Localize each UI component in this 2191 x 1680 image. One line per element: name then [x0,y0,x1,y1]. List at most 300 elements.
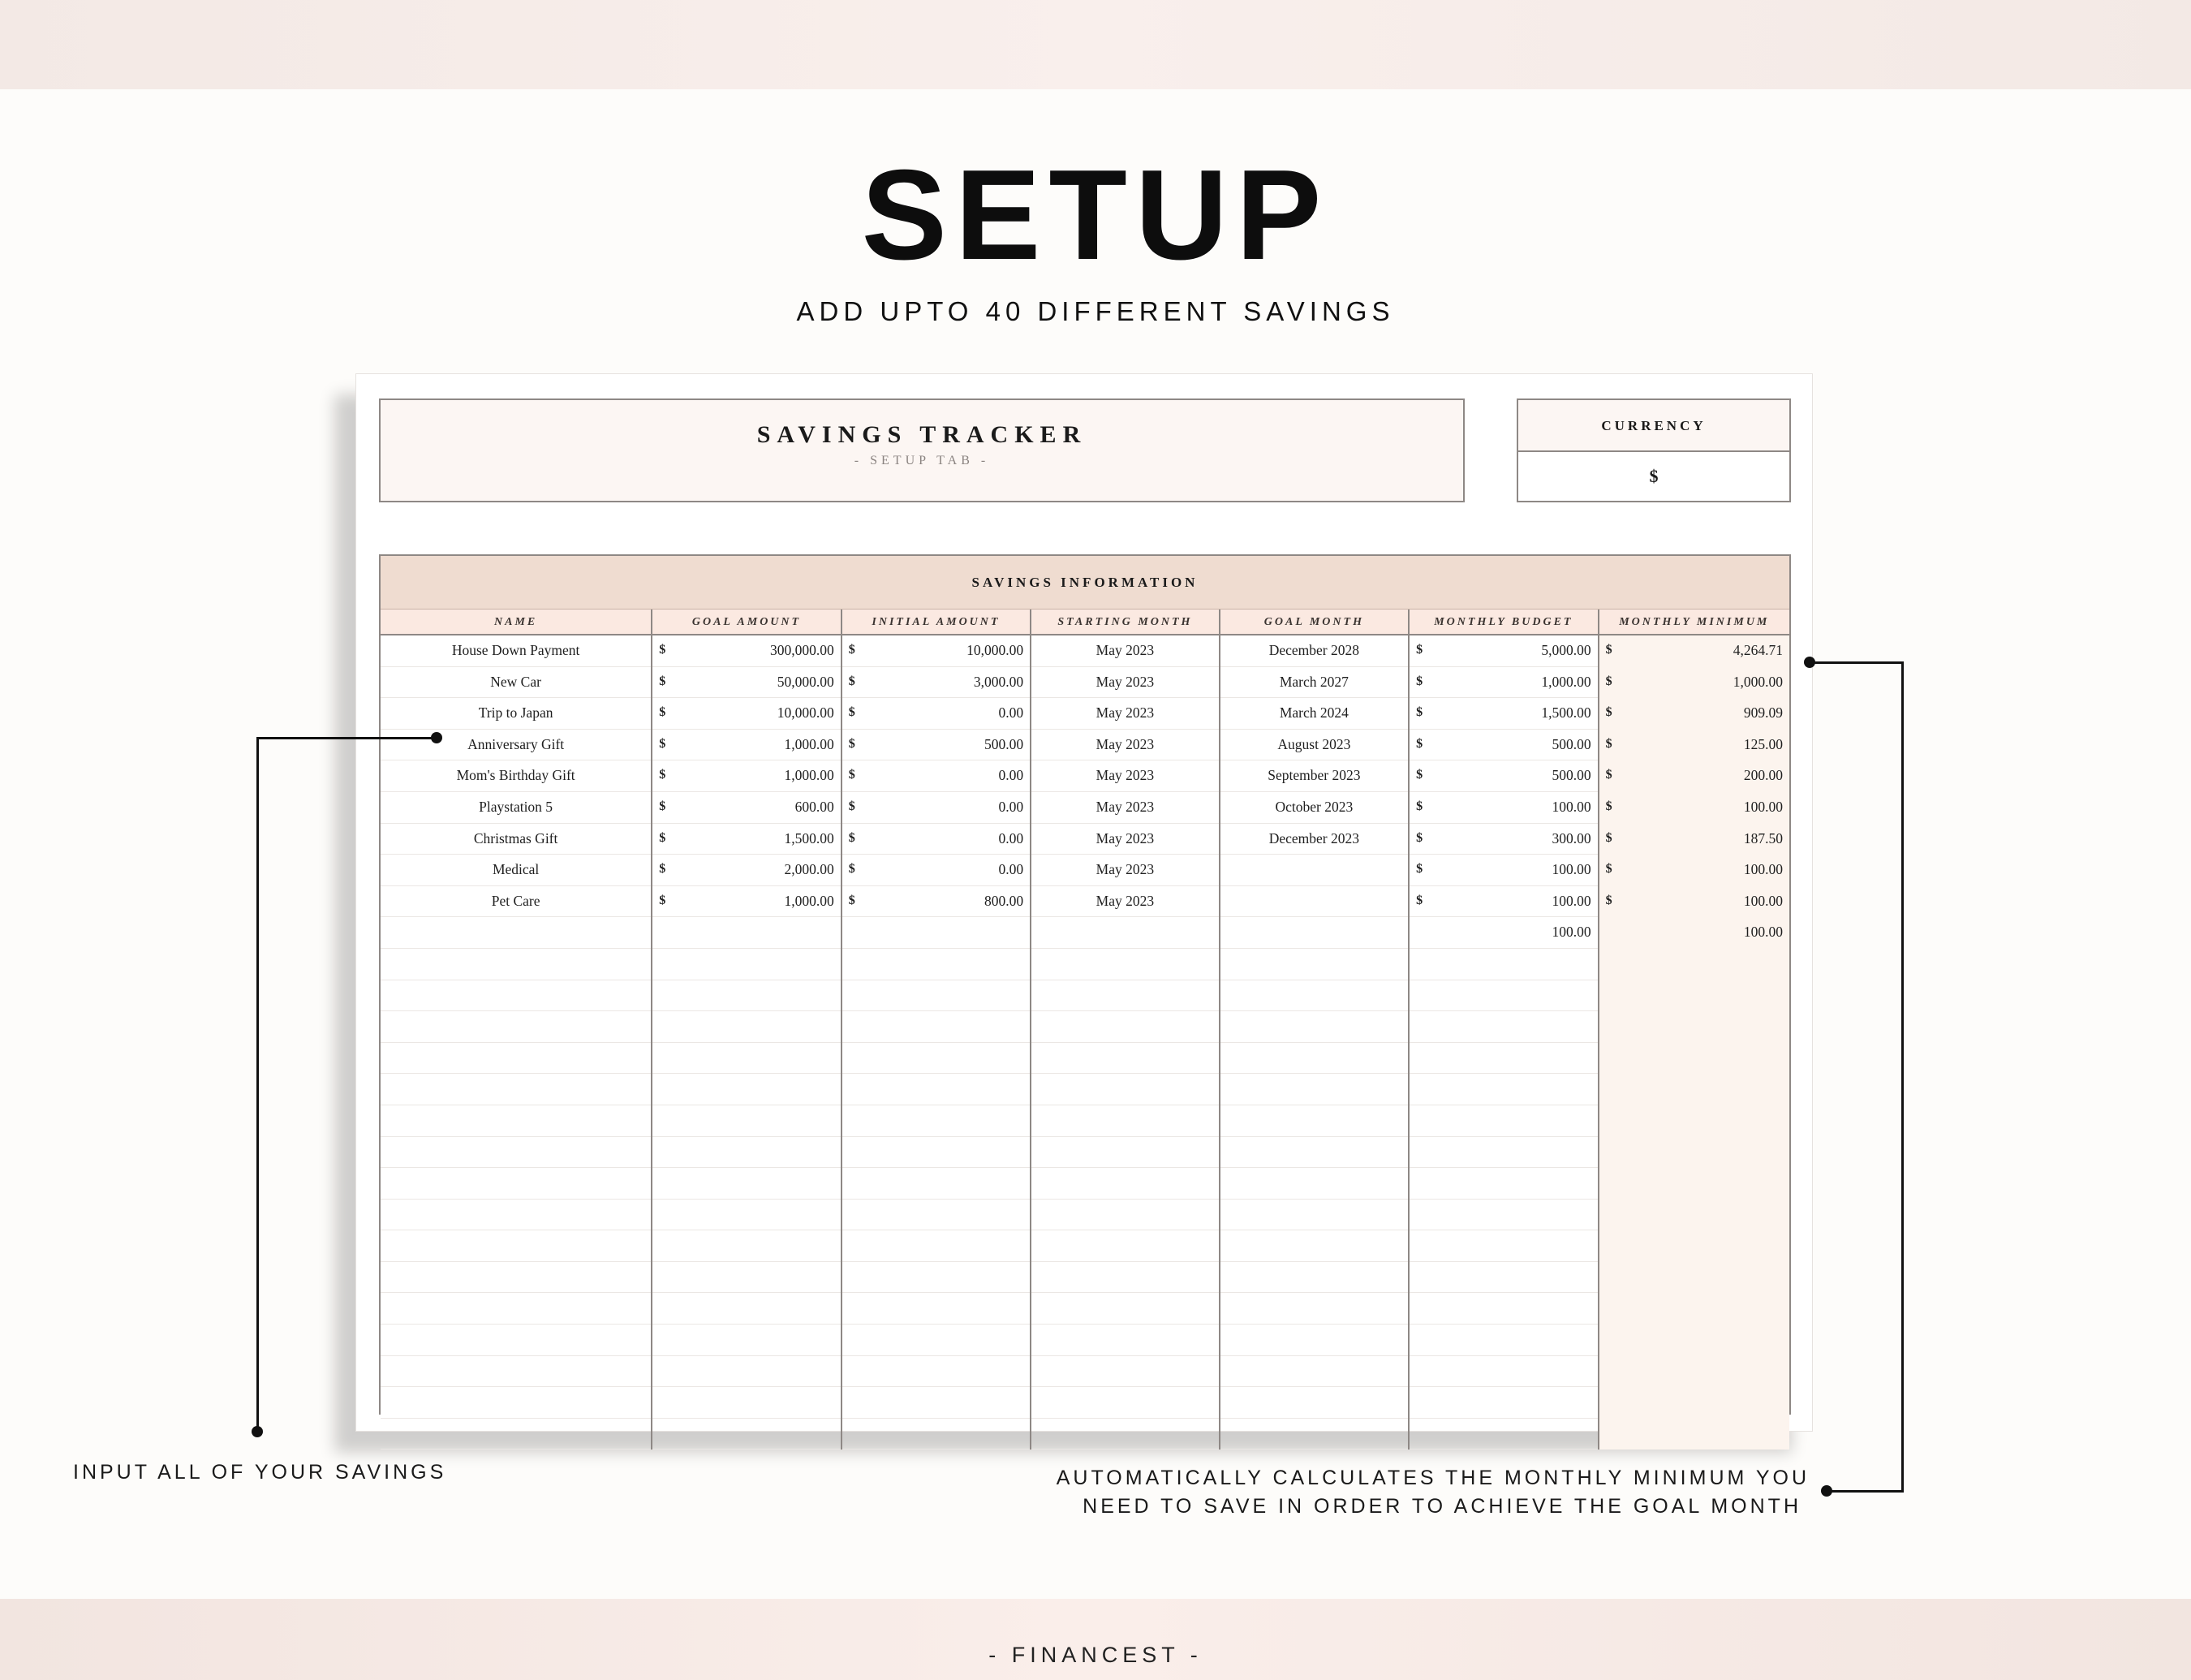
currency-symbol: $ [1605,799,1612,813]
amount-value: 100.00 [1552,798,1591,815]
goal-month-cell[interactable] [1220,1356,1410,1388]
goal-amount-cell[interactable] [652,1011,842,1043]
monthly-budget-cell[interactable] [1410,1200,1599,1231]
amount-value: 500.00 [1552,735,1591,752]
monthly-budget-cell[interactable] [1410,1356,1599,1388]
currency-symbol: $ [848,736,855,751]
goal-month-cell[interactable]: September 2023 [1220,760,1410,792]
monthly-budget-cell[interactable] [1410,730,1599,761]
goal-month-cell[interactable] [1220,886,1410,918]
goal-amount-cell[interactable] [652,1325,842,1356]
amount-value: 1,500.00 [784,829,834,846]
savings-name-cell[interactable]: Pet Care [381,886,652,918]
callout-line [1827,1490,1904,1493]
amount-value: 0.00 [998,861,1024,878]
amount-value: 2,000.00 [784,861,834,878]
table-row [381,1200,1789,1231]
initial-amount-cell[interactable] [842,1293,1031,1325]
currency-symbol: $ [1416,830,1423,845]
brand-footer: - FINANCEST - [988,1643,1203,1667]
currency-symbol: $ [848,830,855,845]
savings-name-cell[interactable]: Medical [381,855,652,886]
goal-amount-cell[interactable] [652,1137,842,1169]
monthly-budget-cell[interactable] [1410,1043,1599,1075]
goal-amount-cell[interactable] [652,698,842,730]
monthly-budget-cell[interactable] [1410,1105,1599,1137]
initial-amount-cell[interactable] [842,698,1031,730]
currency-symbol: $ [1605,893,1612,907]
starting-month-cell[interactable] [1031,1168,1220,1200]
amount-value: 909.09 [1743,704,1784,722]
initial-amount-cell[interactable] [842,1105,1031,1137]
currency-symbol: $ [848,893,855,907]
monthly-minimum-cell[interactable] [1599,949,1789,980]
starting-month-cell[interactable] [1031,1105,1220,1137]
goal-amount-cell[interactable] [652,1074,842,1105]
goal-amount-cell[interactable] [652,667,842,699]
savings-name-cell[interactable]: Trip to Japan [381,698,652,730]
amount-value: 100.00 [1743,924,1784,941]
currency-symbol: $ [848,862,855,877]
goal-amount-cell[interactable] [652,1043,842,1075]
callout-right-line1: AUTOMATICALLY CALCULATES THE MONTHLY MINIMUM YOU [1056,1467,1810,1489]
monthly-minimum-cell[interactable] [1599,1105,1789,1137]
initial-amount-cell[interactable] [842,1262,1031,1294]
currency-symbol: $ [1416,674,1423,688]
savings-section-title: SAVINGS INFORMATION [381,556,1789,610]
goal-amount-cell[interactable] [652,760,842,792]
starting-month-cell[interactable]: May 2023 [1031,855,1220,886]
savings-name-cell[interactable] [381,949,652,980]
table-row [381,1011,1789,1043]
page-title: SETUP [861,144,1330,286]
savings-name-cell[interactable]: Anniversary Gift [381,730,652,761]
monthly-minimum-cell[interactable] [1599,1011,1789,1043]
goal-month-cell[interactable] [1220,1137,1410,1169]
initial-amount-cell[interactable] [842,855,1031,886]
amount-value: 0.00 [998,767,1024,784]
currency-symbol: $ [1605,736,1612,751]
currency-symbol: $ [659,799,666,813]
goal-month-cell[interactable] [1220,917,1410,949]
table-row [381,760,1789,792]
starting-month-cell[interactable] [1031,1419,1220,1450]
amount-value: 125.00 [1743,735,1784,752]
monthly-minimum-cell[interactable] [1599,698,1789,730]
callout-line [256,737,259,1432]
initial-amount-cell[interactable] [842,1325,1031,1356]
amount-value: 100.00 [1552,892,1591,909]
callout-dot-right-bottom [1821,1485,1832,1497]
savings-name-cell[interactable] [381,1325,652,1356]
initial-amount-cell[interactable] [842,980,1031,1012]
goal-amount-cell[interactable] [652,730,842,761]
goal-amount-cell[interactable] [652,886,842,918]
monthly-minimum-cell[interactable] [1599,730,1789,761]
table-row [381,886,1789,918]
currency-symbol: $ [848,799,855,813]
currency-label: CURRENCY [1518,400,1789,452]
goal-month-cell[interactable] [1220,980,1410,1012]
goal-month-cell[interactable] [1220,1043,1410,1075]
monthly-minimum-cell[interactable] [1599,824,1789,855]
initial-amount-cell[interactable] [842,1356,1031,1388]
monthly-minimum-cell[interactable] [1599,1168,1789,1200]
table-row [381,949,1789,980]
starting-month-cell[interactable] [1031,980,1220,1012]
starting-month-cell[interactable] [1031,1011,1220,1043]
col-header-goal-amount: GOAL AMOUNT [652,610,842,635]
monthly-minimum-cell[interactable] [1599,1200,1789,1231]
monthly-budget-cell[interactable] [1410,1387,1599,1419]
table-row [381,1262,1789,1294]
savings-name-cell[interactable] [381,1074,652,1105]
starting-month-cell[interactable] [1031,949,1220,980]
savings-name-cell[interactable]: House Down Payment [381,635,652,667]
savings-name-cell[interactable] [381,1387,652,1419]
monthly-minimum-cell[interactable] [1599,1230,1789,1262]
savings-name-cell[interactable]: Playstation 5 [381,792,652,824]
goal-month-cell[interactable] [1220,1325,1410,1356]
goal-month-cell[interactable] [1220,1105,1410,1137]
monthly-minimum-cell[interactable] [1599,1137,1789,1169]
currency-symbol: $ [848,643,855,657]
tracker-title: SAVINGS TRACKER [756,421,1087,448]
col-header-monthly-minimum: MONTHLY MINIMUM [1619,616,1770,628]
monthly-minimum-cell[interactable] [1599,1387,1789,1419]
currency-symbol: $ [659,768,666,782]
goal-amount-cell[interactable] [652,1262,842,1294]
starting-month-cell[interactable] [1031,1293,1220,1325]
goal-amount-cell[interactable] [652,917,842,949]
goal-amount-cell[interactable] [652,635,842,667]
currency-symbol: $ [1605,862,1612,877]
currency-symbol: $ [848,674,855,688]
currency-symbol: $ [659,643,666,657]
monthly-budget-cell[interactable] [1410,855,1599,886]
goal-month-cell[interactable] [1220,1200,1410,1231]
savings-name-cell[interactable] [381,1200,652,1231]
starting-month-cell[interactable] [1031,1043,1220,1075]
savings-name-cell[interactable]: Mom's Birthday Gift [381,760,652,792]
initial-amount-cell[interactable] [842,886,1031,918]
savings-name-cell[interactable] [381,1137,652,1169]
amount-value: 0.00 [998,829,1024,846]
savings-name-cell[interactable] [381,1168,652,1200]
goal-month-cell[interactable] [1220,1419,1410,1450]
table-row [381,1137,1789,1169]
callout-line [1901,661,1904,1493]
monthly-budget-cell[interactable] [1410,917,1599,949]
starting-month-cell[interactable] [1031,1137,1220,1169]
starting-month-cell[interactable] [1031,1200,1220,1231]
currency-symbol: $ [848,768,855,782]
goal-month-cell[interactable]: December 2023 [1220,824,1410,855]
amount-value: 0.00 [998,704,1024,722]
amount-value: 100.00 [1743,798,1784,815]
initial-amount-cell[interactable] [842,917,1031,949]
col-header-goal-month: GOAL MONTH [1220,610,1410,635]
tracker-subtitle: - SETUP TAB - [854,454,990,467]
currency-symbol: $ [1416,893,1423,907]
savings-name-cell[interactable] [381,1293,652,1325]
goal-month-cell[interactable] [1220,855,1410,886]
goal-month-cell[interactable]: March 2024 [1220,698,1410,730]
monthly-minimum-cell[interactable] [1599,792,1789,824]
amount-value: 100.00 [1743,892,1784,909]
starting-month-cell[interactable]: May 2023 [1031,760,1220,792]
goal-month-cell[interactable] [1220,949,1410,980]
currency-symbol: $ [1605,643,1612,657]
currency-symbol: $ [1416,736,1423,751]
goal-month-cell[interactable]: October 2023 [1220,792,1410,824]
goal-amount-cell[interactable] [652,1387,842,1419]
currency-symbol: $ [659,862,666,877]
goal-amount-cell[interactable] [652,949,842,980]
currency-symbol: $ [1605,768,1612,782]
table-row [381,980,1789,1012]
savings-name-cell[interactable] [381,1356,652,1388]
goal-month-cell[interactable] [1220,1293,1410,1325]
amount-value: 1,000.00 [1541,673,1591,690]
monthly-minimum-cell[interactable] [1599,1074,1789,1105]
initial-amount-cell[interactable] [842,792,1031,824]
starting-month-cell[interactable]: May 2023 [1031,635,1220,667]
goal-month-cell[interactable] [1220,1387,1410,1419]
initial-amount-cell[interactable] [842,1419,1031,1450]
amount-value: 300.00 [1552,829,1591,846]
monthly-budget-cell[interactable] [1410,1325,1599,1356]
amount-value: 3,000.00 [973,673,1024,690]
initial-amount-cell[interactable] [842,635,1031,667]
monthly-budget-cell[interactable] [1410,1011,1599,1043]
table-row [381,1168,1789,1200]
callout-line [1810,661,1904,664]
goal-amount-cell[interactable] [652,1168,842,1200]
table-row [381,1356,1789,1388]
goal-month-cell[interactable] [1220,1011,1410,1043]
initial-amount-cell[interactable] [842,1200,1031,1231]
table-row [381,1074,1789,1105]
col-header-name: NAME [381,610,652,635]
starting-month-cell[interactable] [1031,1387,1220,1419]
monthly-budget-cell[interactable] [1410,635,1599,667]
goal-month-cell[interactable]: March 2027 [1220,667,1410,699]
currency-symbol: $ [1416,705,1423,720]
table-row [381,792,1789,824]
amount-value: 0.00 [998,798,1024,815]
currency-symbol: $ [659,830,666,845]
initial-amount-cell[interactable] [842,824,1031,855]
monthly-budget-cell[interactable] [1410,792,1599,824]
table-row [381,667,1789,699]
initial-amount-cell[interactable] [842,760,1031,792]
savings-name-cell[interactable] [381,1105,652,1137]
initial-amount-cell[interactable] [842,1387,1031,1419]
savings-name-cell[interactable] [381,1230,652,1262]
initial-amount-cell[interactable] [842,1168,1031,1200]
monthly-minimum-cell[interactable] [1599,917,1789,949]
goal-amount-cell[interactable] [652,824,842,855]
currency-symbol: $ [1416,768,1423,782]
bottom-band [0,1599,2191,1680]
table-row [381,1293,1789,1325]
starting-month-cell[interactable]: May 2023 [1031,698,1220,730]
currency-box [1517,398,1791,502]
goal-amount-cell[interactable] [652,855,842,886]
table-row [381,917,1789,949]
tracker-title-box [379,398,1465,502]
monthly-minimum-cell[interactable] [1599,855,1789,886]
monthly-minimum-cell[interactable] [1599,667,1789,699]
col-header-initial-amount: INITIAL AMOUNT [842,610,1031,635]
callout-input-savings: INPUT ALL OF YOUR SAVINGS [73,1461,447,1484]
goal-amount-cell[interactable] [652,1356,842,1388]
savings-name-cell[interactable] [381,1043,652,1075]
initial-amount-cell[interactable] [842,1074,1031,1105]
goal-amount-cell[interactable] [652,792,842,824]
currency-symbol: $ [659,705,666,720]
monthly-budget-cell[interactable] [1410,1262,1599,1294]
currency-symbol: $ [1416,862,1423,877]
currency-symbol: $ [1416,643,1423,657]
table-body [381,635,1789,1450]
initial-amount-cell[interactable] [842,949,1031,980]
savings-name-cell[interactable] [381,917,652,949]
table-row [381,1325,1789,1356]
initial-amount-cell[interactable] [842,1230,1031,1262]
savings-name-cell[interactable] [381,1262,652,1294]
starting-month-cell[interactable]: May 2023 [1031,730,1220,761]
monthly-minimum-cell[interactable] [1599,1419,1789,1450]
monthly-budget-cell[interactable] [1410,1168,1599,1200]
monthly-budget-cell[interactable] [1410,1419,1599,1450]
starting-month-cell[interactable] [1031,1325,1220,1356]
starting-month-cell[interactable] [1031,1074,1220,1105]
amount-value: 1,500.00 [1541,704,1591,722]
monthly-budget-cell[interactable] [1410,949,1599,980]
goal-month-cell[interactable]: August 2023 [1220,730,1410,761]
monthly-minimum-cell[interactable] [1599,1325,1789,1356]
goal-amount-cell[interactable] [652,1200,842,1231]
amount-value: 100.00 [1552,861,1591,878]
starting-month-cell[interactable]: May 2023 [1031,824,1220,855]
amount-value: 600.00 [794,798,834,815]
savings-name-cell[interactable]: Christmas Gift [381,824,652,855]
amount-value: 800.00 [984,892,1024,909]
currency-symbol: $ [1416,799,1423,813]
table-row [381,1387,1789,1419]
goal-month-cell[interactable] [1220,1168,1410,1200]
starting-month-cell[interactable]: May 2023 [1031,886,1220,918]
currency-symbol: $ [1605,830,1612,845]
table-row [381,1043,1789,1075]
amount-value: 300,000.00 [769,642,834,658]
goal-amount-cell[interactable] [652,1293,842,1325]
monthly-budget-cell[interactable] [1410,667,1599,699]
monthly-minimum-cell[interactable] [1599,635,1789,667]
amount-value: 4,264.71 [1733,642,1784,658]
amount-value: 1,000.00 [784,735,834,752]
column-headers [381,610,1789,635]
monthly-minimum-cell[interactable] [1599,980,1789,1012]
amount-value: 100.00 [1743,861,1784,878]
starting-month-cell[interactable]: May 2023 [1031,792,1220,824]
currency-symbol: $ [1605,674,1612,688]
savings-name-cell[interactable] [381,1419,652,1450]
initial-amount-cell[interactable] [842,667,1031,699]
monthly-minimum-cell[interactable] [1599,760,1789,792]
starting-month-cell[interactable] [1031,1230,1220,1262]
starting-month-cell[interactable] [1031,1356,1220,1388]
table-row [381,1105,1789,1137]
initial-amount-cell[interactable] [842,1137,1031,1169]
monthly-minimum-cell[interactable] [1599,1293,1789,1325]
monthly-budget-cell[interactable] [1410,886,1599,918]
goal-amount-cell[interactable] [652,1419,842,1450]
initial-amount-cell[interactable] [842,1043,1031,1075]
currency-symbol: $ [848,705,855,720]
spreadsheet-preview [355,373,1813,1432]
amount-value: 500.00 [1552,767,1591,784]
amount-value: 10,000.00 [966,642,1024,658]
amount-value: 1,000.00 [784,767,834,784]
monthly-minimum-cell[interactable] [1599,1262,1789,1294]
savings-name-cell[interactable] [381,980,652,1012]
monthly-budget-cell[interactable] [1410,698,1599,730]
currency-symbol: $ [659,736,666,751]
savings-name-cell[interactable]: New Car [381,667,652,699]
amount-value: 50,000.00 [777,673,834,690]
monthly-minimum-cell[interactable] [1599,886,1789,918]
col-header-starting-month: STARTING MONTH [1031,610,1220,635]
goal-amount-cell[interactable] [652,980,842,1012]
monthly-budget-cell[interactable] [1410,1137,1599,1169]
goal-month-cell[interactable]: December 2028 [1220,635,1410,667]
amount-value: 1,000.00 [1733,673,1784,690]
starting-month-cell[interactable]: May 2023 [1031,667,1220,699]
callout-dot-left-bottom [252,1426,263,1437]
initial-amount-cell[interactable] [842,730,1031,761]
monthly-budget-cell[interactable] [1410,1293,1599,1325]
goal-amount-cell[interactable] [652,1230,842,1262]
savings-name-cell[interactable] [381,1011,652,1043]
goal-amount-cell[interactable] [652,1105,842,1137]
monthly-minimum-cell[interactable] [1599,1043,1789,1075]
table-row [381,698,1789,730]
table-row [381,824,1789,855]
monthly-budget-cell[interactable] [1410,760,1599,792]
top-band [0,0,2191,89]
starting-month-cell[interactable] [1031,1262,1220,1294]
savings-table [379,554,1791,1415]
table-row [381,635,1789,667]
goal-month-cell[interactable] [1220,1230,1410,1262]
currency-field[interactable]: $ [1649,466,1659,486]
monthly-minimum-cell[interactable] [1599,1356,1789,1388]
initial-amount-cell[interactable] [842,1011,1031,1043]
monthly-budget-cell[interactable] [1410,980,1599,1012]
monthly-budget-cell[interactable] [1410,824,1599,855]
starting-month-cell[interactable] [1031,917,1220,949]
monthly-budget-cell[interactable] [1410,1230,1599,1262]
callout-monthly-minimum [1014,1464,1810,1521]
goal-month-cell[interactable] [1220,1262,1410,1294]
monthly-budget-cell[interactable] [1410,1074,1599,1105]
table-row [381,1419,1789,1450]
currency-symbol: $ [659,674,666,688]
goal-month-cell[interactable] [1220,1074,1410,1105]
